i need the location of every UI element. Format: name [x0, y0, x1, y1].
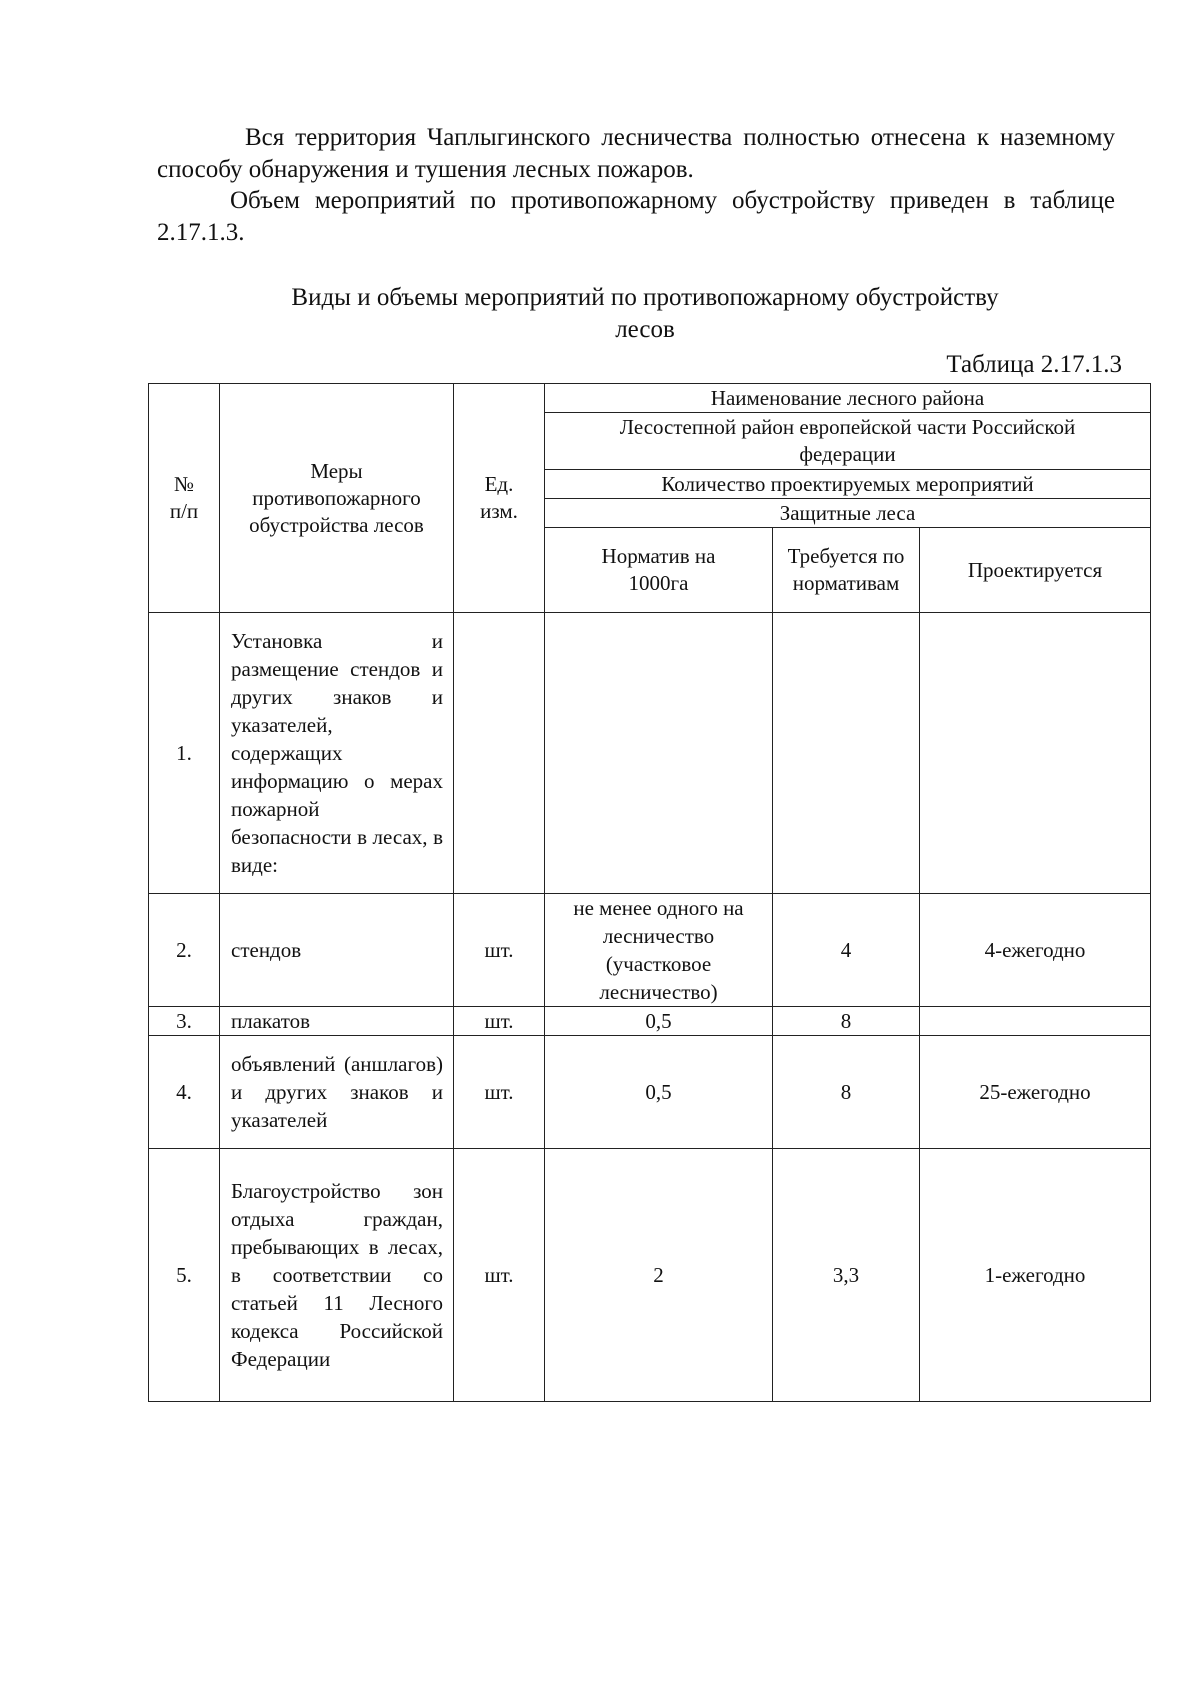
table-row [149, 1036, 1151, 1149]
row-projected [920, 1007, 1151, 1036]
row-norm: 0,5 [545, 1007, 773, 1036]
table-row [149, 613, 1151, 894]
intro-paragraph-2: Объем мероприятий по противопожарному обустройству приведен в таблице 2.17.1.3. [157, 187, 1115, 246]
row-projected: 1-ежегодно [920, 1149, 1151, 1402]
fire-measures-table [148, 383, 1151, 1402]
row-num: 2. [149, 894, 220, 1007]
row-projected: 4-ежегодно [920, 894, 1151, 1007]
row-measure: плакатов [220, 1007, 454, 1036]
row-norm: 2 [545, 1149, 773, 1402]
table-number: Таблица 2.17.1.3 [946, 351, 1122, 378]
row-measure: объявлений (аншлагов) и других знаков и указателей [220, 1036, 454, 1149]
intro-paragraph-1: Вся территория Чаплыгинского лесничества полностью отнесена к наземному способу обнаружения и тушения лесных пожаров. [157, 124, 1115, 183]
row-norm: 0,5 [545, 1036, 773, 1149]
row-unit: шт. [454, 1149, 545, 1402]
row-required [773, 613, 920, 894]
row-num: 3. [149, 1007, 220, 1036]
table-row [149, 1149, 1151, 1402]
row-num: 1. [149, 613, 220, 894]
row-unit: шт. [454, 894, 545, 1007]
header-num: № п/п [149, 384, 220, 613]
header-unit: Ед. изм. [454, 384, 545, 613]
row-measure: Установка и размещение стендов и других знаков и указателей, содержащих информацию о мерах пожарной безопасности в лесах, в виде: [220, 613, 454, 894]
row-measure: стендов [220, 894, 454, 1007]
row-unit: шт. [454, 1007, 545, 1036]
row-projected [920, 613, 1151, 894]
table-title: Виды и объемы мероприятий по противопожарному обустройству лесов [291, 284, 999, 343]
header-district: Лесостепной район европейской части Российской федерации [545, 413, 1151, 470]
row-unit [454, 613, 545, 894]
header-quantity-label: Количество проектируемых мероприятий [545, 470, 1151, 499]
row-required: 3,3 [773, 1149, 920, 1402]
header-district-name-label: Наименование лесного района [545, 384, 1151, 413]
row-required: 8 [773, 1007, 920, 1036]
row-norm [545, 613, 773, 894]
table-row [149, 894, 1151, 1007]
row-required: 4 [773, 894, 920, 1007]
row-num: 4. [149, 1036, 220, 1149]
header-measures: Меры противопожарного обустройства лесов [220, 384, 454, 613]
table-row [149, 1007, 1151, 1036]
header-norm: Норматив на 1000га [545, 528, 773, 613]
row-projected: 25-ежегодно [920, 1036, 1151, 1149]
row-norm: не менее одного на лесничество (участковое лесничество) [545, 894, 773, 1007]
header-projected: Проектируется [920, 528, 1151, 613]
row-required: 8 [773, 1036, 920, 1149]
header-required: Требуется по нормативам [773, 528, 920, 613]
row-num: 5. [149, 1149, 220, 1402]
row-unit: шт. [454, 1036, 545, 1149]
row-measure: Благоустройство зон отдыха граждан, пребывающих в лесах, в соответствии со статьей 11 Лесного кодекса Российской Федерации [220, 1149, 454, 1402]
header-forest-category: Защитные леса [545, 499, 1151, 528]
